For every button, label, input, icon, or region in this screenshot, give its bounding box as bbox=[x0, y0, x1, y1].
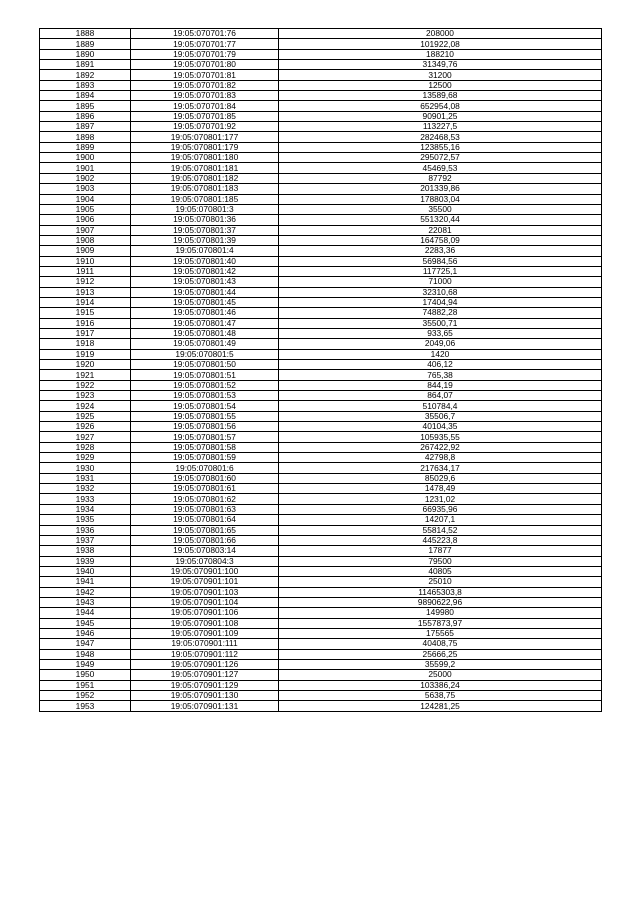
row-number-cell: 1911 bbox=[40, 266, 131, 276]
value-cell: 117725,1 bbox=[279, 266, 602, 276]
row-number-cell: 1935 bbox=[40, 515, 131, 525]
table-row bbox=[40, 463, 602, 473]
table-row bbox=[40, 515, 602, 525]
value-cell: 113227,5 bbox=[279, 122, 602, 132]
table-row bbox=[40, 70, 602, 80]
row-number-cell: 1945 bbox=[40, 618, 131, 628]
table-row bbox=[40, 318, 602, 328]
cadastral-number-cell: 19:05:070801:44 bbox=[131, 287, 279, 297]
value-cell: 45469,53 bbox=[279, 163, 602, 173]
row-number-cell: 1938 bbox=[40, 546, 131, 556]
row-number-cell: 1941 bbox=[40, 577, 131, 587]
row-number-cell: 1932 bbox=[40, 484, 131, 494]
cadastral-number-cell: 19:05:070701:79 bbox=[131, 49, 279, 59]
table-row bbox=[40, 473, 602, 483]
table-row bbox=[40, 246, 602, 256]
row-number-cell: 1943 bbox=[40, 597, 131, 607]
row-number-cell: 1915 bbox=[40, 308, 131, 318]
value-cell: 31200 bbox=[279, 70, 602, 80]
table-body bbox=[40, 29, 602, 712]
row-number-cell: 1916 bbox=[40, 318, 131, 328]
cadastral-number-cell: 19:05:070901:101 bbox=[131, 577, 279, 587]
cadastral-number-cell: 19:05:070801:52 bbox=[131, 380, 279, 390]
row-number-cell: 1910 bbox=[40, 256, 131, 266]
value-cell: 35500,71 bbox=[279, 318, 602, 328]
value-cell: 40104,35 bbox=[279, 422, 602, 432]
cadastral-number-cell: 19:05:070701:80 bbox=[131, 60, 279, 70]
value-cell: 71000 bbox=[279, 277, 602, 287]
table-row bbox=[40, 701, 602, 711]
table-row bbox=[40, 546, 602, 556]
row-number-cell: 1950 bbox=[40, 670, 131, 680]
row-number-cell: 1894 bbox=[40, 91, 131, 101]
value-cell: 844,19 bbox=[279, 380, 602, 390]
table-row bbox=[40, 628, 602, 638]
value-cell: 17404,94 bbox=[279, 297, 602, 307]
value-cell: 208000 bbox=[279, 29, 602, 39]
value-cell: 12500 bbox=[279, 80, 602, 90]
row-number-cell: 1925 bbox=[40, 411, 131, 421]
table-row bbox=[40, 49, 602, 59]
value-cell: 85029,6 bbox=[279, 473, 602, 483]
table-row bbox=[40, 142, 602, 152]
row-number-cell: 1918 bbox=[40, 339, 131, 349]
value-cell: 42798,8 bbox=[279, 453, 602, 463]
value-cell: 9890622,96 bbox=[279, 597, 602, 607]
cadastral-number-cell: 19:05:070801:180 bbox=[131, 153, 279, 163]
table-row bbox=[40, 153, 602, 163]
row-number-cell: 1947 bbox=[40, 639, 131, 649]
row-number-cell: 1907 bbox=[40, 225, 131, 235]
value-cell: 765,38 bbox=[279, 370, 602, 380]
value-cell: 40805 bbox=[279, 566, 602, 576]
value-cell: 87792 bbox=[279, 173, 602, 183]
row-number-cell: 1897 bbox=[40, 122, 131, 132]
table-row bbox=[40, 91, 602, 101]
cadastral-number-cell: 19:05:070801:48 bbox=[131, 328, 279, 338]
table-row bbox=[40, 504, 602, 514]
cadastral-number-cell: 19:05:070801:51 bbox=[131, 370, 279, 380]
table-row bbox=[40, 101, 602, 111]
table-row bbox=[40, 422, 602, 432]
cadastral-number-cell: 19:05:070901:103 bbox=[131, 587, 279, 597]
row-number-cell: 1917 bbox=[40, 328, 131, 338]
row-number-cell: 1890 bbox=[40, 49, 131, 59]
cadastral-number-cell: 19:05:070801:39 bbox=[131, 235, 279, 245]
value-cell: 22081 bbox=[279, 225, 602, 235]
cadastral-number-cell: 19:05:070901:104 bbox=[131, 597, 279, 607]
cadastral-number-cell: 19:05:070801:43 bbox=[131, 277, 279, 287]
cadastral-number-cell: 19:05:070701:84 bbox=[131, 101, 279, 111]
row-number-cell: 1922 bbox=[40, 380, 131, 390]
row-number-cell: 1919 bbox=[40, 349, 131, 359]
table-row bbox=[40, 608, 602, 618]
table-row bbox=[40, 401, 602, 411]
cadastral-number-cell: 19:05:070901:129 bbox=[131, 680, 279, 690]
cadastral-number-cell: 19:05:070701:81 bbox=[131, 70, 279, 80]
row-number-cell: 1898 bbox=[40, 132, 131, 142]
row-number-cell: 1927 bbox=[40, 432, 131, 442]
cadastral-number-cell: 19:05:070801:37 bbox=[131, 225, 279, 235]
value-cell: 25000 bbox=[279, 670, 602, 680]
table-row bbox=[40, 411, 602, 421]
cadastral-number-cell: 19:05:070804:3 bbox=[131, 556, 279, 566]
row-number-cell: 1946 bbox=[40, 628, 131, 638]
table-row bbox=[40, 256, 602, 266]
value-cell: 17877 bbox=[279, 546, 602, 556]
table-row bbox=[40, 670, 602, 680]
row-number-cell: 1953 bbox=[40, 701, 131, 711]
row-number-cell: 1903 bbox=[40, 184, 131, 194]
cadastral-number-cell: 19:05:070801:63 bbox=[131, 504, 279, 514]
table-row bbox=[40, 618, 602, 628]
cadastral-number-cell: 19:05:070801:66 bbox=[131, 535, 279, 545]
cadastral-number-cell: 19:05:070901:127 bbox=[131, 670, 279, 680]
value-cell: 105935,55 bbox=[279, 432, 602, 442]
row-number-cell: 1909 bbox=[40, 246, 131, 256]
table-row bbox=[40, 680, 602, 690]
row-number-cell: 1934 bbox=[40, 504, 131, 514]
table-row bbox=[40, 297, 602, 307]
value-cell: 510784,4 bbox=[279, 401, 602, 411]
table-row bbox=[40, 587, 602, 597]
value-cell: 13589,68 bbox=[279, 91, 602, 101]
row-number-cell: 1949 bbox=[40, 659, 131, 669]
cadastral-number-cell: 19:05:070801:54 bbox=[131, 401, 279, 411]
cadastral-number-cell: 19:05:070801:49 bbox=[131, 339, 279, 349]
cadastral-number-cell: 19:05:070801:177 bbox=[131, 132, 279, 142]
value-cell: 31349,76 bbox=[279, 60, 602, 70]
row-number-cell: 1895 bbox=[40, 101, 131, 111]
value-cell: 124281,25 bbox=[279, 701, 602, 711]
table-row bbox=[40, 556, 602, 566]
cadastral-number-cell: 19:05:070801:65 bbox=[131, 525, 279, 535]
cadastral-number-cell: 19:05:070701:85 bbox=[131, 111, 279, 121]
document-page bbox=[39, 28, 601, 712]
row-number-cell: 1933 bbox=[40, 494, 131, 504]
table-row bbox=[40, 308, 602, 318]
row-number-cell: 1920 bbox=[40, 360, 131, 370]
row-number-cell: 1906 bbox=[40, 215, 131, 225]
table-row bbox=[40, 339, 602, 349]
value-cell: 66935,96 bbox=[279, 504, 602, 514]
cadastral-number-cell: 19:05:070801:62 bbox=[131, 494, 279, 504]
value-cell: 2049,06 bbox=[279, 339, 602, 349]
value-cell: 55814,52 bbox=[279, 525, 602, 535]
value-cell: 445223,8 bbox=[279, 535, 602, 545]
row-number-cell: 1948 bbox=[40, 649, 131, 659]
cadastral-number-cell: 19:05:070801:5 bbox=[131, 349, 279, 359]
table-row bbox=[40, 184, 602, 194]
cadastral-number-cell: 19:05:070901:100 bbox=[131, 566, 279, 576]
value-cell: 178803,04 bbox=[279, 194, 602, 204]
table-row bbox=[40, 80, 602, 90]
cadastral-number-cell: 19:05:070801:60 bbox=[131, 473, 279, 483]
value-cell: 35500 bbox=[279, 204, 602, 214]
table-row bbox=[40, 60, 602, 70]
cadastral-number-cell: 19:05:070801:59 bbox=[131, 453, 279, 463]
cadastral-number-cell: 19:05:070701:76 bbox=[131, 29, 279, 39]
value-cell: 1557873,97 bbox=[279, 618, 602, 628]
row-number-cell: 1944 bbox=[40, 608, 131, 618]
cadastral-number-cell: 19:05:070901:126 bbox=[131, 659, 279, 669]
value-cell: 32310,68 bbox=[279, 287, 602, 297]
table-row bbox=[40, 215, 602, 225]
cadastral-number-cell: 19:05:070901:106 bbox=[131, 608, 279, 618]
table-row bbox=[40, 360, 602, 370]
cadastral-number-cell: 19:05:070803:14 bbox=[131, 546, 279, 556]
row-number-cell: 1892 bbox=[40, 70, 131, 80]
row-number-cell: 1936 bbox=[40, 525, 131, 535]
table-row bbox=[40, 277, 602, 287]
cadastral-number-cell: 19:05:070801:47 bbox=[131, 318, 279, 328]
table-row bbox=[40, 649, 602, 659]
value-cell: 25010 bbox=[279, 577, 602, 587]
value-cell: 79500 bbox=[279, 556, 602, 566]
table-row bbox=[40, 204, 602, 214]
row-number-cell: 1923 bbox=[40, 391, 131, 401]
value-cell: 164758,09 bbox=[279, 235, 602, 245]
table-row bbox=[40, 370, 602, 380]
row-number-cell: 1889 bbox=[40, 39, 131, 49]
cadastral-number-cell: 19:05:070801:61 bbox=[131, 484, 279, 494]
value-cell: 11465303,8 bbox=[279, 587, 602, 597]
table-row bbox=[40, 535, 602, 545]
row-number-cell: 1951 bbox=[40, 680, 131, 690]
value-cell: 14207,1 bbox=[279, 515, 602, 525]
value-cell: 551320,44 bbox=[279, 215, 602, 225]
value-cell: 40408,75 bbox=[279, 639, 602, 649]
table-row bbox=[40, 639, 602, 649]
value-cell: 933,65 bbox=[279, 328, 602, 338]
data-table bbox=[39, 28, 602, 712]
row-number-cell: 1937 bbox=[40, 535, 131, 545]
cadastral-number-cell: 19:05:070801:53 bbox=[131, 391, 279, 401]
row-number-cell: 1930 bbox=[40, 463, 131, 473]
row-number-cell: 1888 bbox=[40, 29, 131, 39]
row-number-cell: 1899 bbox=[40, 142, 131, 152]
value-cell: 74882,28 bbox=[279, 308, 602, 318]
row-number-cell: 1914 bbox=[40, 297, 131, 307]
table-row bbox=[40, 29, 602, 39]
value-cell: 90901,25 bbox=[279, 111, 602, 121]
row-number-cell: 1901 bbox=[40, 163, 131, 173]
cadastral-number-cell: 19:05:070801:6 bbox=[131, 463, 279, 473]
cadastral-number-cell: 19:05:070901:130 bbox=[131, 691, 279, 701]
cadastral-number-cell: 19:05:070801:64 bbox=[131, 515, 279, 525]
cadastral-number-cell: 19:05:070801:181 bbox=[131, 163, 279, 173]
row-number-cell: 1940 bbox=[40, 566, 131, 576]
table-row bbox=[40, 577, 602, 587]
row-number-cell: 1891 bbox=[40, 60, 131, 70]
value-cell: 295072,57 bbox=[279, 153, 602, 163]
table-row bbox=[40, 597, 602, 607]
cadastral-number-cell: 19:05:070801:4 bbox=[131, 246, 279, 256]
value-cell: 2283,36 bbox=[279, 246, 602, 256]
table-row bbox=[40, 111, 602, 121]
table-row bbox=[40, 442, 602, 452]
row-number-cell: 1924 bbox=[40, 401, 131, 411]
cadastral-number-cell: 19:05:070801:50 bbox=[131, 360, 279, 370]
value-cell: 1231,02 bbox=[279, 494, 602, 504]
value-cell: 188210 bbox=[279, 49, 602, 59]
cadastral-number-cell: 19:05:070801:183 bbox=[131, 184, 279, 194]
cadastral-number-cell: 19:05:070801:185 bbox=[131, 194, 279, 204]
table-row bbox=[40, 235, 602, 245]
value-cell: 5638,75 bbox=[279, 691, 602, 701]
table-row bbox=[40, 566, 602, 576]
table-row bbox=[40, 266, 602, 276]
table-row bbox=[40, 453, 602, 463]
cadastral-number-cell: 19:05:070901:109 bbox=[131, 628, 279, 638]
table-row bbox=[40, 659, 602, 669]
cadastral-number-cell: 19:05:070801:182 bbox=[131, 173, 279, 183]
row-number-cell: 1902 bbox=[40, 173, 131, 183]
row-number-cell: 1893 bbox=[40, 80, 131, 90]
cadastral-number-cell: 19:05:070801:58 bbox=[131, 442, 279, 452]
table-row bbox=[40, 691, 602, 701]
cadastral-number-cell: 19:05:070801:45 bbox=[131, 297, 279, 307]
cadastral-number-cell: 19:05:070701:83 bbox=[131, 91, 279, 101]
value-cell: 201339,86 bbox=[279, 184, 602, 194]
row-number-cell: 1896 bbox=[40, 111, 131, 121]
value-cell: 652954,08 bbox=[279, 101, 602, 111]
row-number-cell: 1939 bbox=[40, 556, 131, 566]
cadastral-number-cell: 19:05:070701:92 bbox=[131, 122, 279, 132]
row-number-cell: 1913 bbox=[40, 287, 131, 297]
value-cell: 103386,24 bbox=[279, 680, 602, 690]
cadastral-number-cell: 19:05:070901:108 bbox=[131, 618, 279, 628]
row-number-cell: 1912 bbox=[40, 277, 131, 287]
value-cell: 56984,56 bbox=[279, 256, 602, 266]
table-row bbox=[40, 328, 602, 338]
cadastral-number-cell: 19:05:070801:55 bbox=[131, 411, 279, 421]
table-row bbox=[40, 380, 602, 390]
table-row bbox=[40, 525, 602, 535]
value-cell: 149980 bbox=[279, 608, 602, 618]
table-row bbox=[40, 122, 602, 132]
cadastral-number-cell: 19:05:070801:179 bbox=[131, 142, 279, 152]
cadastral-number-cell: 19:05:070801:36 bbox=[131, 215, 279, 225]
row-number-cell: 1926 bbox=[40, 422, 131, 432]
value-cell: 35506,7 bbox=[279, 411, 602, 421]
cadastral-number-cell: 19:05:070901:111 bbox=[131, 639, 279, 649]
row-number-cell: 1942 bbox=[40, 587, 131, 597]
row-number-cell: 1904 bbox=[40, 194, 131, 204]
row-number-cell: 1908 bbox=[40, 235, 131, 245]
cadastral-number-cell: 19:05:070801:3 bbox=[131, 204, 279, 214]
table-row bbox=[40, 484, 602, 494]
cadastral-number-cell: 19:05:070801:56 bbox=[131, 422, 279, 432]
table-row bbox=[40, 432, 602, 442]
table-row bbox=[40, 349, 602, 359]
row-number-cell: 1931 bbox=[40, 473, 131, 483]
cadastral-number-cell: 19:05:070801:46 bbox=[131, 308, 279, 318]
table-row bbox=[40, 194, 602, 204]
cadastral-number-cell: 19:05:070801:40 bbox=[131, 256, 279, 266]
cadastral-number-cell: 19:05:070701:77 bbox=[131, 39, 279, 49]
value-cell: 123855,16 bbox=[279, 142, 602, 152]
value-cell: 101922,08 bbox=[279, 39, 602, 49]
row-number-cell: 1900 bbox=[40, 153, 131, 163]
value-cell: 25666,25 bbox=[279, 649, 602, 659]
row-number-cell: 1928 bbox=[40, 442, 131, 452]
cadastral-number-cell: 19:05:070701:82 bbox=[131, 80, 279, 90]
value-cell: 282468,53 bbox=[279, 132, 602, 142]
table-row bbox=[40, 391, 602, 401]
cadastral-number-cell: 19:05:070901:112 bbox=[131, 649, 279, 659]
row-number-cell: 1905 bbox=[40, 204, 131, 214]
value-cell: 217634,17 bbox=[279, 463, 602, 473]
table-row bbox=[40, 39, 602, 49]
table-row bbox=[40, 163, 602, 173]
value-cell: 864,07 bbox=[279, 391, 602, 401]
cadastral-number-cell: 19:05:070901:131 bbox=[131, 701, 279, 711]
table-row bbox=[40, 132, 602, 142]
value-cell: 1478,49 bbox=[279, 484, 602, 494]
row-number-cell: 1952 bbox=[40, 691, 131, 701]
table-row bbox=[40, 225, 602, 235]
row-number-cell: 1929 bbox=[40, 453, 131, 463]
table-row bbox=[40, 287, 602, 297]
cadastral-number-cell: 19:05:070801:42 bbox=[131, 266, 279, 276]
value-cell: 35599,2 bbox=[279, 659, 602, 669]
value-cell: 406,12 bbox=[279, 360, 602, 370]
value-cell: 267422,92 bbox=[279, 442, 602, 452]
value-cell: 1420 bbox=[279, 349, 602, 359]
value-cell: 175565 bbox=[279, 628, 602, 638]
table-row bbox=[40, 173, 602, 183]
cadastral-number-cell: 19:05:070801:57 bbox=[131, 432, 279, 442]
row-number-cell: 1921 bbox=[40, 370, 131, 380]
table-row bbox=[40, 494, 602, 504]
